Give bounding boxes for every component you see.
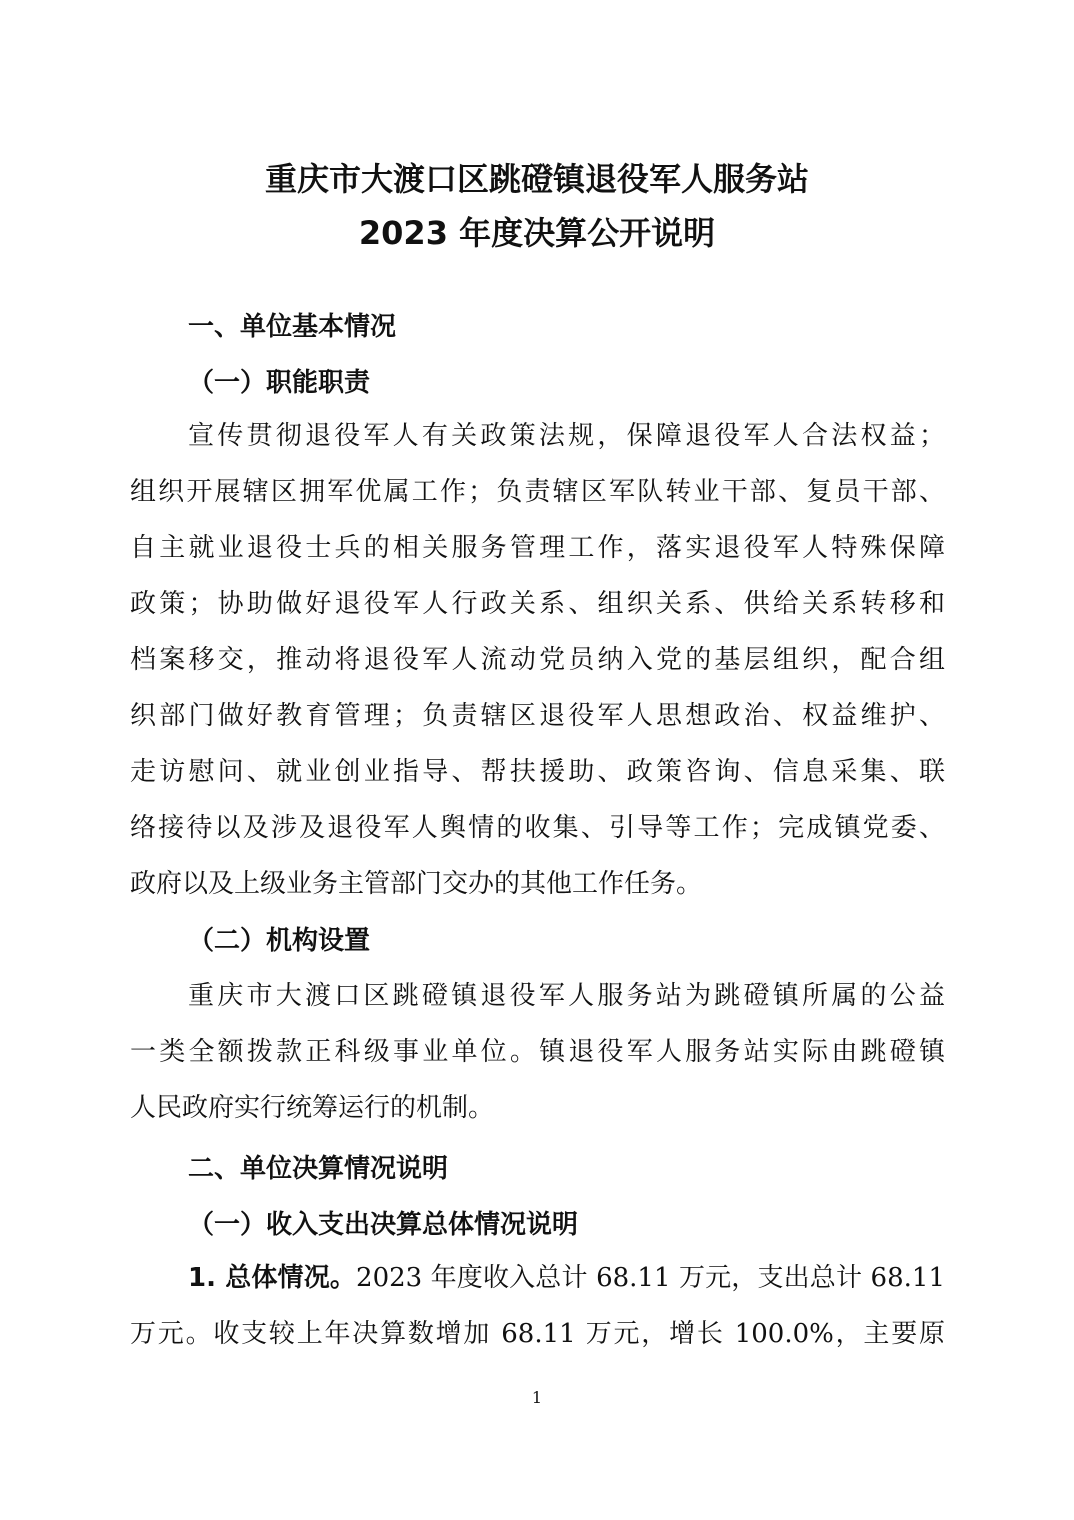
section1-heading: 一、单位基本情况 <box>188 312 397 342</box>
duties-paragraph <box>130 408 945 912</box>
overview-line1-text: 2023 年度收入总计 68.11 万元，支出总计 68.11 <box>356 1263 945 1293</box>
document-title-line1: 重庆市大渡口区跳磴镇退役军人服务站 <box>264 160 809 198</box>
section1-sub2-heading: （二）机构设置 <box>188 926 371 956</box>
section2-sub1-heading: （一）收入支出决算总体情况说明 <box>188 1210 579 1240</box>
page-number: 1 <box>531 1388 543 1407</box>
paragraph-line: 宣传贯彻退役军人有关政策法规，保障退役军人合法权益； <box>188 421 945 451</box>
paragraph-line: 织部门做好教育管理；负责辖区退役军人思想政治、权益维护、 <box>130 701 945 731</box>
paragraph-line: 人民政府实行统筹运行的机制。 <box>130 1093 495 1123</box>
paragraph-line: 组织开展辖区拥军优属工作；负责辖区军队转业干部、复员干部、 <box>130 477 945 507</box>
section2-heading: 二、单位决算情况说明 <box>188 1154 449 1184</box>
section1-sub1-heading: （一）职能职责 <box>188 368 371 398</box>
paragraph-line: 档案移交，推动将退役军人流动党员纳入党的基层组织，配合组 <box>130 645 945 675</box>
paragraph-line: 万元。收支较上年决算数增加 68.11 万元，增长 100.0%，主要原 <box>130 1319 945 1349</box>
organization-paragraph <box>130 968 945 1136</box>
paragraph-line: 络接待以及涉及退役军人舆情的收集、引导等工作；完成镇党委、 <box>130 813 945 843</box>
paragraph-line: 重庆市大渡口区跳磴镇退役军人服务站为跳磴镇所属的公益 <box>188 981 945 1011</box>
paragraph-line: 一类全额拨款正科级事业单位。镇退役军人服务站实际由跳磴镇 <box>130 1037 945 1067</box>
overview-lead: 1. 总体情况。 <box>188 1263 357 1293</box>
document-title-line2: 2023 年度决算公开说明 <box>358 214 716 252</box>
paragraph-line: 政策；协助做好退役军人行政关系、组织关系、供给关系转移和 <box>130 589 945 619</box>
paragraph-line: 政府以及上级业务主管部门交办的其他工作任务。 <box>130 869 703 899</box>
overview-paragraph <box>130 1250 945 1362</box>
paragraph-line: 自主就业退役士兵的相关服务管理工作，落实退役军人特殊保障 <box>130 533 945 563</box>
paragraph-line <box>130 1250 945 1306</box>
paragraph-line: 走访慰问、就业创业指导、帮扶援助、政策咨询、信息采集、联 <box>130 757 945 787</box>
